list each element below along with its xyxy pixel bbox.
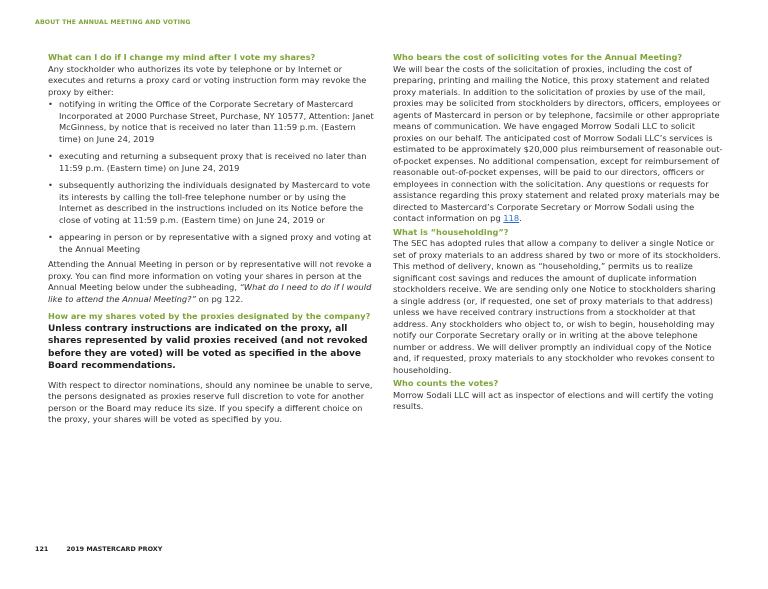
question-cost: Who bears the cost of soliciting votes for the Annual Meeting? (393, 52, 683, 62)
paragraph-attending-text: Attending the Annual Meeting in person or by representative will not revoke a proxy. You can find more information on voting your shares in person at the Annual Meeting below under the subheading, (48, 259, 372, 292)
revocation-methods-list (48, 99, 376, 255)
question-change-mind: What can I do if I change my mind after I vote my shares? (48, 52, 316, 62)
paragraph-cost-text: We will bear the costs of the solicitation of proxies, including the cost of preparing, printing and mailing the Notice, this proxy statement and related proxy materials. In addition to the solicitation of proxies by use of the mail, proxies may be solicited from stockholders by directors, officers, employees or agents of Mastercard in person or by telephone, facsimile or other appropriate means of communication. We have engaged Morrow Sodali LLC to solicit proxies on our behalf. The anticipated cost of Morrow Sodali LLC’s services is estimated to be approximately $20,000 plus reimbursement of reasonable out-of-pocket expenses. No additional compensation, except for reimbursement of reasonable out-of-pocket expenses, will be paid to our directors, officers or employees in connection with the solicitation. Any questions or requests for assistance regarding this proxy statement and related proxy materials may be directed to Mastercard’s Corporate Secretary or Morrow Sodali using the contact information on pg (393, 63, 723, 223)
list-item: • executing and returning a subsequent proxy that is received no later than 11:59 p.m. (Eastern time) on June 24, 2019 (48, 151, 367, 173)
paragraph-attending-italic: “What do I need to do if I would like to attend the Annual Meeting?” (48, 282, 372, 304)
list-item: • notifying in writing the Office of the Corporate Secretary of Mastercard Incorporated at 2000 Purchase Street, Purchase, NY 10577, Attention: Janet McGinness, by notice that is received no later than 11:59 p.m. (Eastern time) on June 24, 2019 (48, 99, 374, 144)
list-item-text: executing and returning a subsequent proxy that is received no later than 11:59 p.m. (Eastern time) on June 24, 2019 (59, 151, 367, 173)
right-column (393, 52, 723, 413)
document-title: 2019 MASTERCARD PROXY (66, 545, 163, 553)
list-item: • subsequently authorizing the individuals designated by Mastercard to vote its interests by calling the toll-free telephone number or by using the Internet as described in the instructions included on its Notice before the close of voting at 11:59 p.m. (Eastern time) on June 24, 2019 or (48, 180, 371, 225)
bold-statement: Unless contrary instructions are indicated on the proxy, all shares represented by valid proxies received (and not revoked before they are voted) will be voted as specified in the above Board recommendations. (48, 323, 368, 371)
paragraph-revoke-proxy: Any stockholder who authorizes its vote by telephone or by Internet or executes and returns a proxy card or voting instruction form may revoke the proxy by either: (48, 63, 367, 97)
page-118-link[interactable]: 118 (503, 213, 520, 223)
list-item-text: subsequently authorizing the individuals designated by Mastercard to vote its interests by calling the toll-free telephone number or by using the Internet as described in the instructions included on its Notice before the close of voting at 11:59 p.m. (Eastern time) on June 24, 2019 or (59, 180, 371, 225)
paragraph-counts-votes: Morrow Sodali LLC will act as inspector of elections and will certify the voting results. (393, 389, 714, 411)
list-item: • appearing in person or by representative with a signed proxy and voting at the Annual Meeting (48, 232, 372, 254)
question-householding: What is “householding”? (393, 226, 509, 237)
left-column (48, 52, 376, 426)
list-item-text: notifying in writing the Office of the Corporate Secretary of Mastercard Incorporated at 2000 Purchase Street, Purchase, NY 10577, Attention: Janet McGinness, by notice that is received no later than 11:59 p.m. (Eastern time) on June 24, 2019 (59, 99, 374, 144)
footer (35, 545, 162, 553)
question-shares-voted: How are my shares voted by the proxies designated by the company? (48, 311, 371, 321)
paragraph-householding: The SEC has adopted rules that allow a company to deliver a single Notice or set of proxy materials to an address shared by two or more of its stockholders. This method of delivery, known as “householding,” permits us to realize significant cost savings and reduces the amount of duplicate information stockholders receive. We are sending only one Notice to stockholders sharing a single address (or, if requested, one set of proxy materials to that address) unless we have received contrary instructions from a stockholder at that address. Any stockholders who object to, or wish to begin, householding may notify our Corporate Secretary orally or in writing at the above telephone number or address. We will deliver promptly an individual copy of the Notice and, if requested, proxy materials to any stockholder who revokes consent to householding. (393, 238, 721, 375)
section-label: ABOUT THE ANNUAL MEETING AND VOTING (35, 19, 191, 26)
question-counts-votes: Who counts the votes? (393, 378, 499, 388)
paragraph-attending (48, 259, 376, 305)
paragraph-cost-tail: . (519, 213, 522, 223)
list-item-text: appearing in person or by representative with a signed proxy and voting at the Annual Meeting (59, 232, 372, 254)
paragraph-cost (393, 64, 723, 225)
page-number: 121 (35, 545, 49, 553)
paragraph-attending-tail: on pg 122. (195, 293, 244, 304)
paragraph-director-nominations: With respect to director nominations, should any nominee be unable to serve, the persons designated as proxies reserve full discretion to vote for another person or the Board may reduce its size. If you specify a different choice on the proxy, your shares will be voted as specified by you. (48, 379, 373, 424)
